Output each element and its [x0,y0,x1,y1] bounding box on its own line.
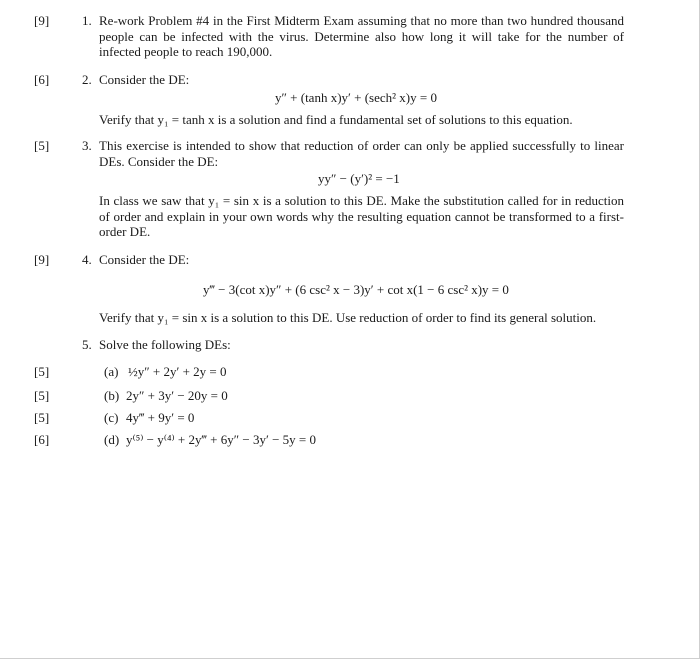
equation-problem-3: yy″ − (y′)² = −1 [318,171,400,186]
number-problem-2: 2. [82,72,92,87]
number-problem-1: 1. [82,13,92,28]
points-part-b: [5] [34,388,50,403]
intro-problem-3: This exercise is intended to show that reduction of order can only be applied successfully to linear DEs. Consider the DE: [99,138,624,169]
verify-problem-4: Verify that y₁ = sin x is a solution to this DE. Use reduction of order to find its general solution. [99,310,597,325]
equation-part-d: y⁽⁵⁾ − y⁽⁴⁾ + 2y‴ + 6y″ − 3y′ − 5y = 0 [126,432,316,447]
followup-problem-3: In class we saw that y₁ = sin x is a solution to this DE. Make the substitution called for in reduction of order and explain in your own words why the resulting equation cannot be transformed to a first-order DE. [99,193,624,239]
label-part-d: (d) [104,432,120,447]
number-problem-5: 5. [82,337,92,352]
points-problem-3: [5] [34,138,50,153]
number-problem-4: 4. [82,252,92,267]
equation-problem-2: y″ + (tanh x)y′ + (sech² x)y = 0 [275,90,437,105]
points-problem-2: [6] [34,72,50,87]
intro-problem-2: Consider the DE: [99,72,190,87]
label-part-c: (c) [104,410,119,425]
points-part-d: [6] [34,432,50,447]
verify-problem-2: Verify that y₁ = tanh x is a solution and find a fundamental set of solutions to this equation. [99,112,573,127]
equation-part-a: ½y″ + 2y′ + 2y = 0 [128,364,227,379]
equation-part-c: 4y‴ + 9y′ = 0 [126,410,195,425]
points-problem-1: [9] [34,13,50,28]
intro-problem-5: Solve the following DEs: [99,337,231,352]
label-part-b: (b) [104,388,120,403]
equation-problem-4: y‴ − 3(cot x)y″ + (6 csc² x − 3)y′ + cot x(1 − 6 csc² x)y = 0 [203,282,509,297]
points-part-c: [5] [34,410,50,425]
points-part-a: [5] [34,364,50,379]
equation-part-b: 2y″ + 3y′ − 20y = 0 [126,388,228,403]
text-problem-1: Re-work Problem #4 in the First Midterm Exam assuming that no more than two hundred thousand people can be infected with the virus. Determine also how long it will take for the number of infected people to reach 190,000. [99,13,624,59]
label-part-a: (a) [104,364,119,379]
intro-problem-4: Consider the DE: [99,252,190,267]
number-problem-3: 3. [82,138,92,153]
points-problem-4: [9] [34,252,50,267]
